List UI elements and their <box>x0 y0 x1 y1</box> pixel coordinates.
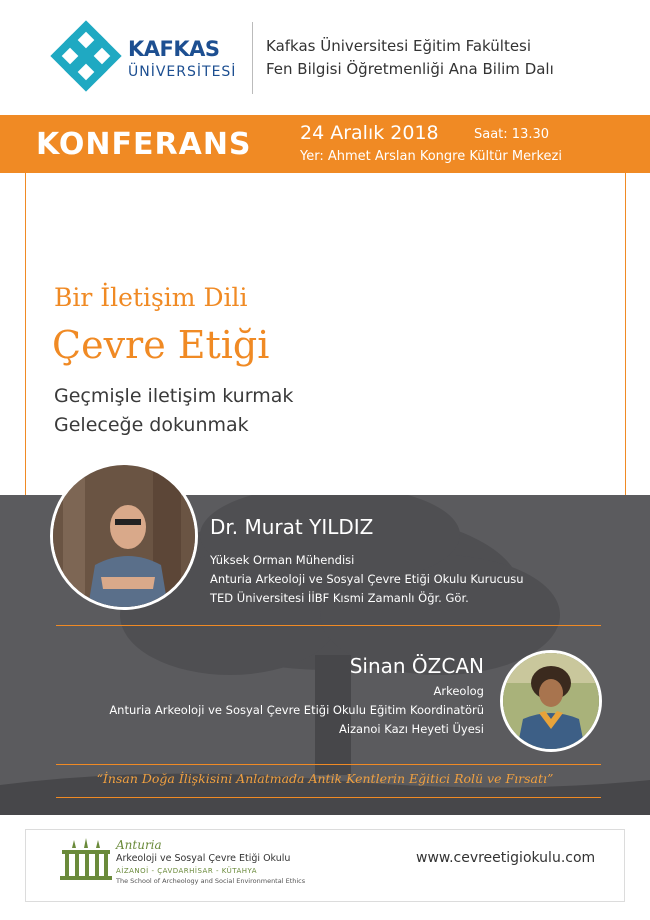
speaker1-photo <box>50 462 198 610</box>
speaker2-title-line: Aizanoi Kazı Heyeti Üyesi <box>338 722 484 736</box>
tagline-2: Geleceğe dokunmak <box>54 414 249 436</box>
talk-subtitle: Bir İletişim Dili <box>54 283 248 312</box>
speaker1-name: Dr. Murat YILDIZ <box>210 515 374 539</box>
talk-title: Çevre Etiği <box>52 323 270 367</box>
speaker-divider <box>56 625 601 626</box>
speaker2-title-line: Anturia Arkeoloji ve Sosyal Çevre Etiği Okulu Eğitim Koordinatörü <box>109 703 484 717</box>
frame-left-line <box>25 173 26 495</box>
faculty-line-1: Kafkas Üniversitesi Eğitim Fakültesi <box>266 37 532 55</box>
school-english-name: The School of Archeology and Social Environmental Ethics <box>116 877 306 885</box>
frame-right-line <box>625 173 626 495</box>
event-quote: “İnsan Doğa İlişkisini Anlatmada Antik Kentlerin Eğitici Rolü ve Fırsatı” <box>96 771 554 786</box>
speaker2-title-line: Arkeolog <box>433 684 484 698</box>
website-link[interactable]: www.cevreetigiokulu.com <box>416 850 596 866</box>
faculty-line-2: Fen Bilgisi Öğretmenliği Ana Bilim Dalı <box>266 60 554 78</box>
speaker1-title-line: Anturia Arkeoloji ve Sosyal Çevre Etiği Okulu Kurucusu <box>210 572 524 586</box>
logo-wordmark: KAFKAS <box>128 37 220 61</box>
speaker2-name: Sinan ÖZCAN <box>349 654 484 678</box>
quote-divider-bottom <box>56 797 601 798</box>
quote-divider-top <box>56 764 601 765</box>
conference-title: KONFERANS <box>36 127 252 162</box>
school-logo-icon <box>60 838 112 886</box>
speaker2-photo <box>500 650 602 752</box>
university-logo-icon <box>50 20 122 92</box>
speaker1-title-line: TED Üniversitesi İİBF Kısmi Zamanlı Öğr. Gör. <box>210 591 469 605</box>
tagline-1: Geçmişle iletişim kurmak <box>54 385 294 407</box>
logo-subword: ÜNİVERSİTESİ <box>128 64 237 80</box>
conference-date: 24 Aralık 2018 <box>300 122 439 144</box>
conference-time: Saat: 13.30 <box>474 127 550 142</box>
school-location: AİZANOİ - ÇAVDARHİSAR - KÜTAHYA <box>116 867 258 875</box>
conference-venue: Yer: Ahmet Arslan Kongre Kültür Merkezi <box>300 149 562 164</box>
school-subtitle: Arkeoloji ve Sosyal Çevre Etiği Okulu <box>116 853 291 864</box>
school-name: Anturia <box>116 838 162 852</box>
speaker1-title-line: Yüksek Orman Mühendisi <box>210 553 355 567</box>
header-divider <box>252 22 253 94</box>
